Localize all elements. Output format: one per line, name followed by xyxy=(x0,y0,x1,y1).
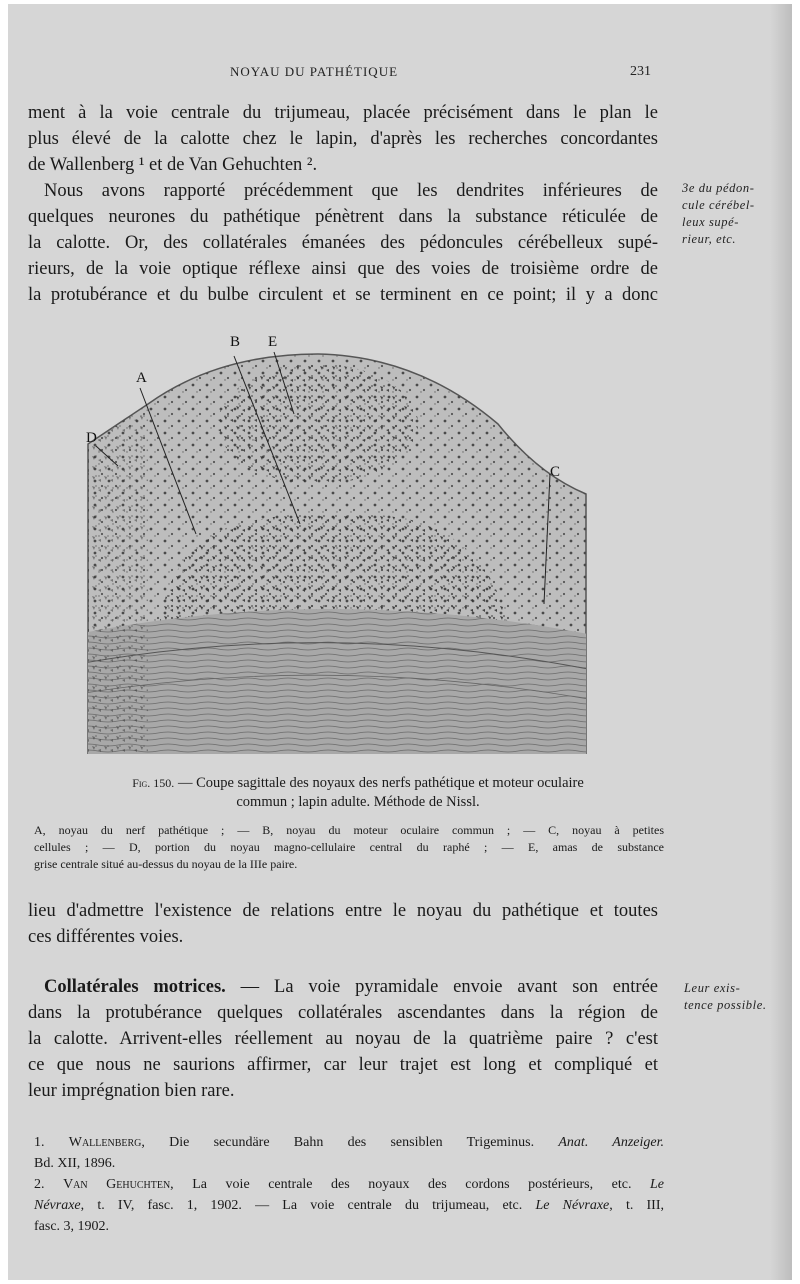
text-line: de Wallenberg ¹ et de Van Gehuchten ². xyxy=(28,155,318,175)
paragraph-2 xyxy=(28,898,658,950)
running-head: NOYAU DU PATHÉTIQUE xyxy=(230,64,399,79)
footnote-1: 1. Wallenberg, Die secundäre Bahn des sensiblen Trigeminus. Anat. Anzeiger. xyxy=(34,1135,665,1150)
text-line: ce que nous ne saurions affirmer, car leur trajet est long et compliqué et xyxy=(28,1055,658,1075)
side-note-pedoncule xyxy=(682,180,786,248)
figure-legend xyxy=(34,822,664,873)
footnote-1-cont: Bd. XII, 1896. xyxy=(34,1156,116,1171)
text-line: rieurs, de la voie optique réflexe ainsi que des voies de troisième ordre de xyxy=(28,259,658,279)
text-line: ment à la voie centrale du trijumeau, placée précisément dans le plan le xyxy=(28,103,658,123)
caption-text: commun ; lapin adulte. Méthode de Nissl. xyxy=(236,794,480,810)
side-note-line: rieur, etc. xyxy=(682,232,737,246)
text-line: quelques neurones du pathétique pénètrent dans la substance réticulée de xyxy=(28,207,658,227)
figure-label-e: E xyxy=(268,334,278,350)
text-line: la calotte. Arrivent-elles réellement au noyau de la quatrième paire ? c'est xyxy=(28,1029,658,1049)
paragraph-1 xyxy=(28,100,658,308)
figure-label-b: B xyxy=(230,334,241,350)
section-collaterales-motrices xyxy=(28,974,658,1104)
side-note-line: leux supé- xyxy=(682,215,740,229)
section-title: Collatérales motrices. xyxy=(44,977,226,997)
text-line: plus élevé de la calotte chez le lapin, d'après les recherches concordantes xyxy=(28,129,658,149)
legend-line: cellules ; — D, portion du noyau magno-cellulaire central du raphé ; — E, amas de substance xyxy=(34,840,664,854)
figure-caption xyxy=(58,774,658,812)
text-line: dans la protubérance quelques collatérales ascendantes dans la région de xyxy=(28,1003,658,1023)
legend-line: grise centrale situé au-dessus du noyau de la IIIe paire. xyxy=(34,857,298,871)
figure-150-histology xyxy=(78,334,588,754)
footnotes xyxy=(34,1132,664,1237)
text-line: leur imprégnation bien rare. xyxy=(28,1081,235,1101)
section-text: — La voie pyramidale envoie avant son entrée xyxy=(225,977,658,997)
caption-text: — Coupe sagittale des noyaux des nerfs pathétique et moteur oculaire xyxy=(174,775,584,791)
side-note-existence xyxy=(684,980,788,1014)
figure-label-c: C xyxy=(550,464,561,480)
book-page xyxy=(8,4,792,1280)
side-note-line: Leur exis- xyxy=(684,981,741,995)
side-note-line: 3e du pédon- xyxy=(682,181,755,195)
footnote-2-cont: fasc. 3, 1902. xyxy=(34,1219,110,1234)
footnote-2-cont: Névraxe, t. IV, fasc. 1, 1902. — La voie centrale du trijumeau, etc. Le Névraxe, t. III, xyxy=(34,1198,664,1213)
figure-number: Fig. 150. xyxy=(132,776,175,790)
text-line: la calotte. Or, des collatérales émanées des pédoncules cérébelleux supé- xyxy=(28,233,658,253)
page-header xyxy=(8,64,792,86)
figure-label-a: A xyxy=(136,370,147,386)
text-line: la protubérance et du bulbe circulent et se terminent en ce point; il y a donc xyxy=(28,285,658,305)
page-number: 231 xyxy=(630,64,651,79)
footnote-2: 2. Van Gehuchten, La voie centrale des noyaux des cordons postérieurs, etc. Le xyxy=(34,1177,665,1192)
text-line xyxy=(28,974,658,1000)
legend-line: A, noyau du nerf pathétique ; — B, noyau du moteur oculaire commun ; — C, noyau à petites xyxy=(34,823,664,837)
side-note-line: tence possible. xyxy=(684,998,767,1012)
text-line: Nous avons rapporté précédemment que les dendrites inférieures de xyxy=(44,181,658,201)
side-note-line: cule cérébel- xyxy=(682,198,755,212)
text-line: lieu d'admettre l'existence de relations entre le noyau du pathétique et toutes xyxy=(28,901,658,921)
histology-section-drawing xyxy=(78,334,588,754)
text-line: ces différentes voies. xyxy=(28,927,184,947)
figure-label-d: D xyxy=(86,430,97,446)
